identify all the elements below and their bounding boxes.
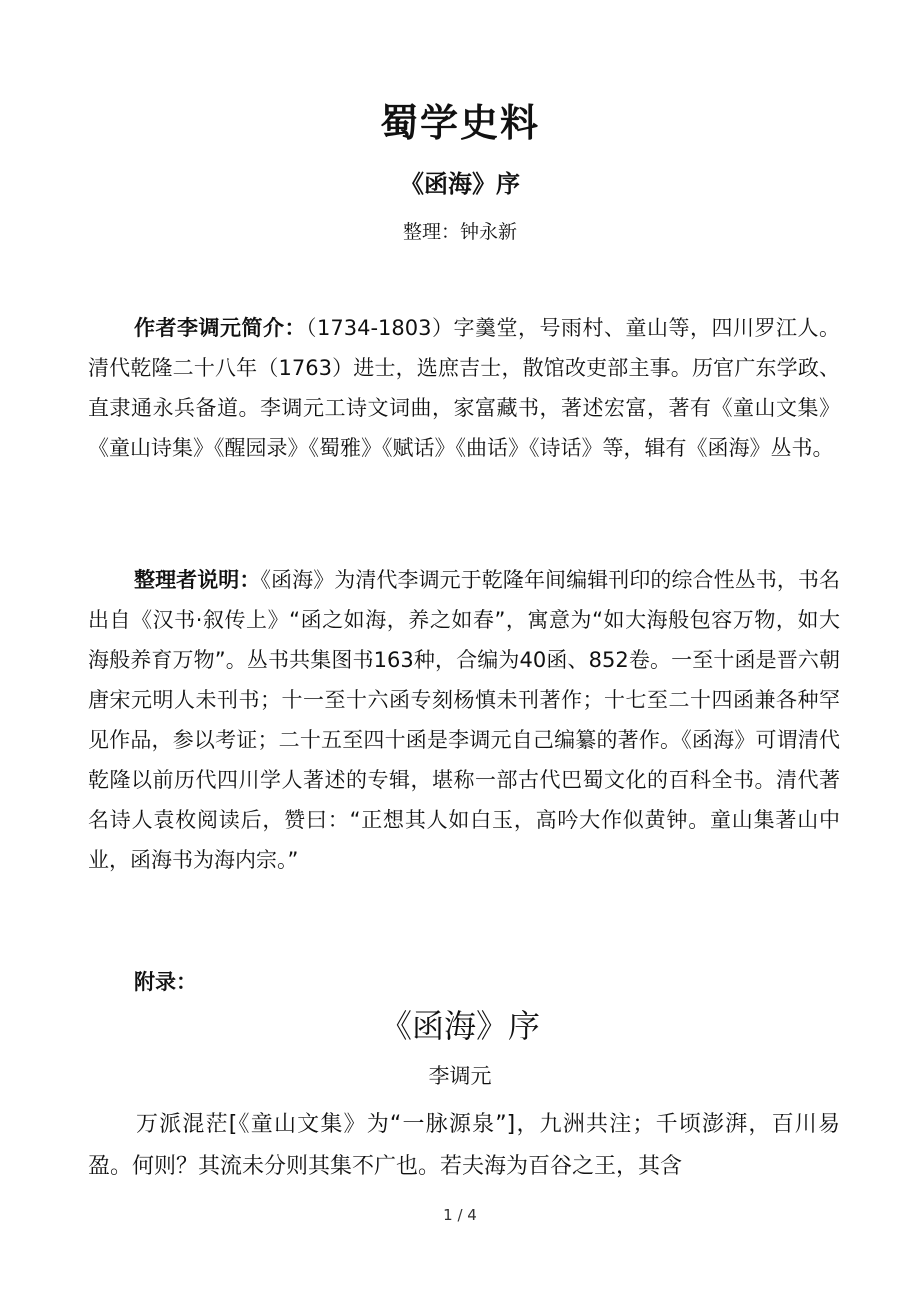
document-subtitle: 《函海》序 — [400, 170, 520, 198]
author-intro-text: （1734-1803）字羹堂，号雨村、童山等，四川罗江人。清代乾隆二十八年（1763）进士，选庶吉士，散馆改吏部主事。历官广东学政、直隶通永兵备道。李调元工诗文词曲，家富藏书，著述宏富，著有《童山文集》《童山诗集》《醒园录》《蜀雅》《赋话》《曲话》《诗话》等，辑有《函海》丛书。 — [88, 316, 841, 460]
editor-note-paragraph — [88, 560, 840, 880]
appendix-title: 《函海》序 — [379, 1007, 540, 1045]
appendix-author: 李调元 — [428, 1064, 492, 1088]
editor-note-text: 《函海》为清代李调元于乾隆年间编辑刊印的综合性丛书，书名出自《汉书·叙传上》“函之如海，养之如春”，寓意为“如大海般包容万物，如大海般养育万物”。丛书共集图书163种，合编为40函、852卷。一至十函是晋六朝唐宋元明人未刊书；十一至十六函专刻杨慎未刊著作；十七至二十四函兼各种罕见作品，参以考证；二十五至四十函是李调元自己编纂的著作。《函海》可谓清代乾隆以前历代四川学人著述的专辑，堪称一部古代巴蜀文化的百科全书。清代著名诗人袁枚阅读后，赞曰：“正想其人如白玉，高吟大作似黄钟。童山集著山中业，函海书为海内宗。” — [88, 568, 841, 872]
appendix-body-text: 万派混茫[《童山文集》为“一脉源泉”]，九洲共注；千顷澎湃，百川易盈。何则？其流未分则其集不广也。若夫海为百谷之王，其含 — [88, 1112, 840, 1179]
author-intro-label: 作者李调元简介： — [134, 316, 307, 340]
document-title: 蜀学史料 — [379, 101, 540, 145]
author-intro-paragraph — [88, 308, 840, 468]
page-number: 1 / 4 — [443, 1206, 477, 1224]
appendix-label: 附录： — [134, 970, 197, 994]
organizer-credit: 整理：钟永新 — [402, 221, 517, 243]
editor-note-label: 整理者说明： — [134, 568, 261, 592]
